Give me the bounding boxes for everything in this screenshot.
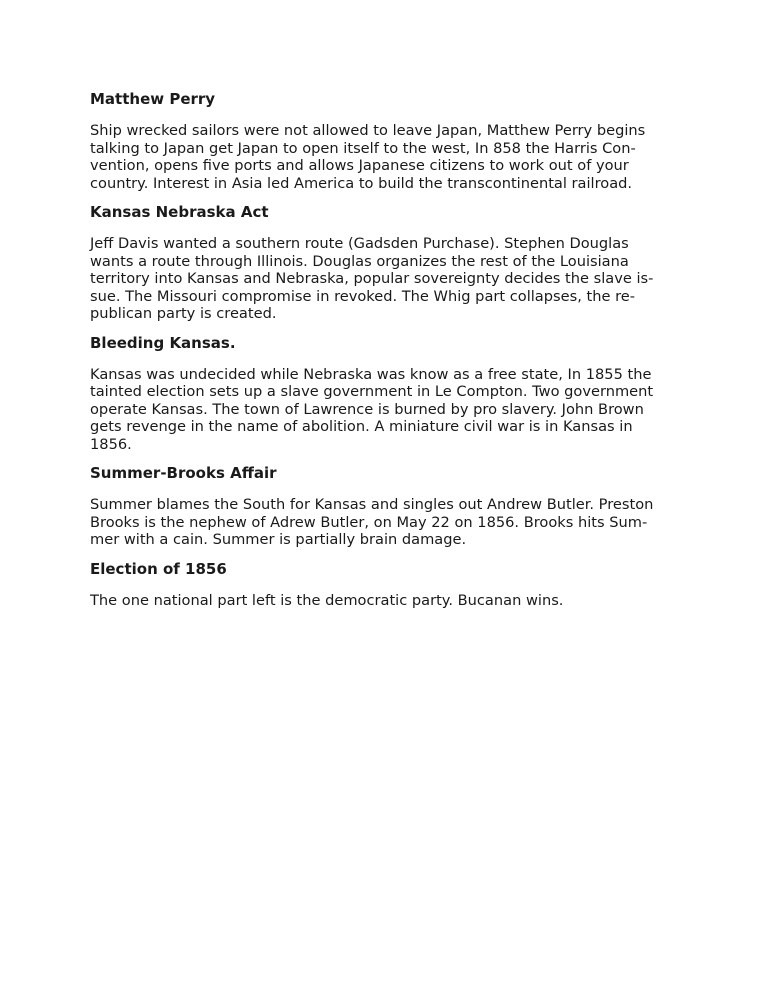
section-paragraph: [90, 496, 680, 549]
document-page: [90, 88, 680, 618]
section-heading: Summer-Brooks Affair: [90, 464, 277, 482]
section-paragraph: [90, 366, 680, 454]
section-matthew-perry: [90, 88, 680, 192]
paragraph-line: The one national part left is the democratic party. Bucanan wins.: [90, 591, 564, 609]
section-heading: Kansas Nebraska Act: [90, 203, 269, 221]
paragraph-line: country. Interest in Asia led America to build the transcontinental railroad.: [90, 174, 633, 192]
section-heading: Election of 1856: [90, 559, 227, 578]
paragraph-line: mer with a cain. Summer is partially brain damage.: [90, 531, 467, 548]
section-election-of-1856: [90, 558, 680, 610]
paragraph-line: Summer blames the South for Kansas and singles out Andrew Butler. Preston: [90, 496, 654, 513]
paragraph-line: sue. The Missouri compromise in revoked. The Whig part collapses, the re-: [90, 287, 635, 305]
paragraph-line: Ship wrecked sailors were not allowed to leave Japan, Matthew Perry begins: [90, 122, 646, 139]
section-paragraph: [90, 592, 680, 610]
paragraph-line: 1856.: [90, 435, 132, 453]
paragraph-line: Jeff Davis wanted a southern route (Gadsden Purchase). Stephen Douglas: [90, 235, 629, 252]
section-bleeding-kansas: [90, 332, 680, 454]
paragraph-line: operate Kansas. The town of Lawrence is burned by pro slavery. John Brown: [90, 400, 644, 418]
section-kansas-nebraska-act: [90, 201, 680, 323]
section-summer-brooks-affair: [90, 462, 680, 549]
section-paragraph: [90, 122, 680, 192]
paragraph-line: gets revenge in the name of abolition. A miniature civil war is in Kansas in: [90, 418, 633, 435]
paragraph-line: tainted election sets up a slave government in Le Compton. Two government: [90, 383, 654, 400]
paragraph-line: territory into Kansas and Nebraska, popular sovereignty decides the slave is-: [90, 270, 654, 287]
paragraph-line: wants a route through Illinois. Douglas organizes the rest of the Louisiana: [90, 252, 629, 270]
paragraph-line: publican party is created.: [90, 305, 277, 322]
paragraph-line: Brooks is the nephew of Adrew Butler, on May 22 on 1856. Brooks hits Sum-: [90, 513, 648, 531]
paragraph-line: vention, opens five ports and allows Japanese citizens to work out of your: [90, 157, 629, 174]
section-paragraph: [90, 235, 680, 323]
paragraph-line: talking to Japan get Japan to open itself to the west, In 858 the Harris Con-: [90, 139, 636, 157]
section-heading: Matthew Perry: [90, 90, 216, 108]
section-heading: Bleeding Kansas.: [90, 333, 236, 352]
paragraph-line: Kansas was undecided while Nebraska was know as a free state, In 1855 the: [90, 365, 652, 383]
